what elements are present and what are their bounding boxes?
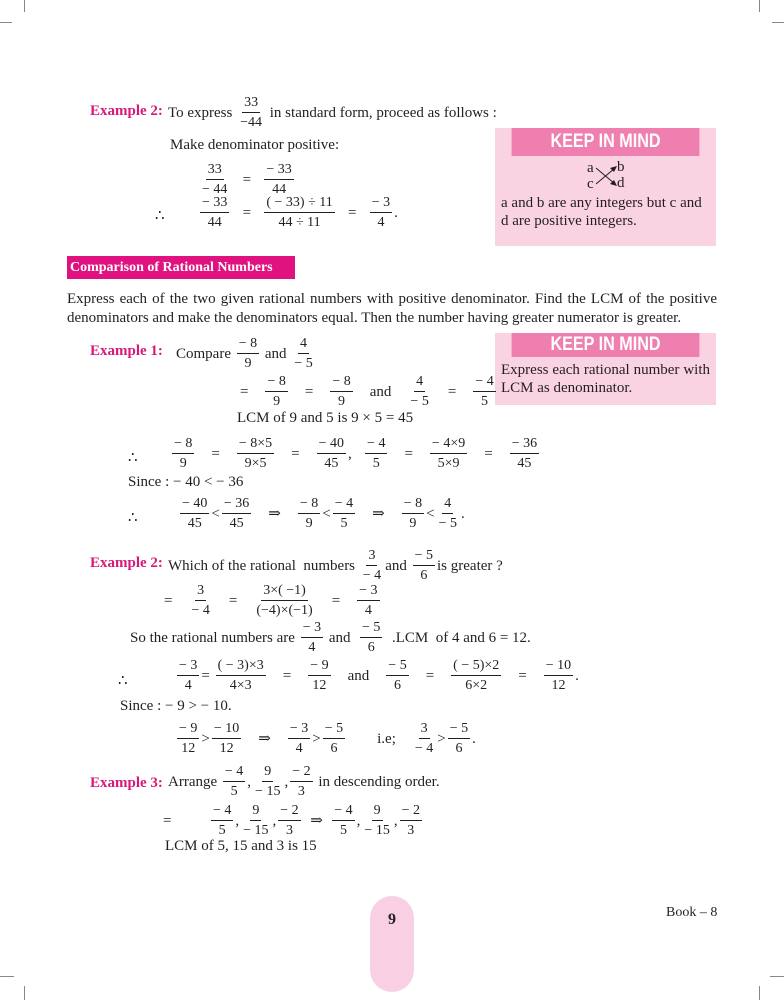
denominator: 5×9: [437, 456, 460, 471]
therefore-symbol: ∴: [155, 208, 165, 224]
numerator: − 5: [386, 659, 408, 676]
fraction: [265, 375, 287, 409]
fraction: [357, 584, 379, 618]
example-label: Example 2:: [90, 103, 163, 119]
math-text: =: [231, 204, 263, 221]
denominator: 9: [305, 516, 313, 531]
denominator: 9×5: [244, 456, 267, 471]
denominator: 5: [372, 456, 380, 471]
math-text: and: [354, 383, 407, 400]
math-text: =: [316, 592, 356, 609]
fraction: [288, 722, 310, 756]
fraction: [332, 804, 354, 838]
numerator: − 4: [365, 437, 387, 454]
crop-mark: [24, 0, 25, 12]
denominator: − 15: [255, 784, 281, 799]
crop-mark: [0, 976, 14, 977]
equation-line: [240, 375, 498, 409]
numerator: 3×( −1): [261, 584, 308, 601]
math-text: ,: [393, 812, 398, 829]
numerator: − 4×9: [430, 437, 467, 454]
fraction: [237, 437, 274, 471]
fraction: [365, 437, 387, 471]
fraction: [408, 375, 430, 409]
math-text: =: [196, 445, 235, 462]
lcm-text: LCM of 5, 15 and 3 is 15: [165, 838, 317, 854]
example-intro: [176, 337, 317, 371]
denominator: 12: [312, 678, 327, 693]
math-text: Which of the rational numbers: [168, 557, 359, 574]
fraction: [264, 163, 293, 197]
fraction: [400, 804, 422, 838]
denominator: (−4)×(−1): [256, 603, 313, 618]
denominator: 9: [273, 394, 281, 409]
equation-line: [198, 196, 398, 230]
fraction: [360, 621, 382, 655]
math-text: ,: [348, 445, 364, 462]
example-intro: [168, 96, 497, 130]
numerator: − 3: [177, 659, 199, 676]
equation-line: [164, 584, 382, 618]
math-text: =: [267, 667, 307, 684]
fraction: [413, 722, 435, 756]
math-text: .: [472, 730, 476, 747]
math-text: =: [240, 383, 264, 400]
numerator: − 10: [212, 722, 241, 739]
denominator: − 4: [414, 741, 434, 756]
denominator: − 5: [410, 394, 429, 409]
math-text: ,: [356, 812, 361, 829]
cross-multiply-diagram: [495, 156, 716, 194]
fraction: [264, 196, 334, 230]
fraction: [292, 337, 314, 371]
numerator: − 3: [370, 196, 392, 213]
math-text: is greater ?: [437, 557, 503, 574]
numerator: 4: [442, 497, 453, 514]
math-text: =: [336, 204, 368, 221]
denominator: − 4: [191, 603, 210, 618]
fraction: [386, 659, 408, 693]
numerator: − 33: [264, 163, 293, 180]
fraction: [189, 584, 211, 618]
numerator: − 33: [200, 196, 229, 213]
numerator: − 4: [473, 375, 495, 392]
numerator: − 8: [298, 497, 320, 514]
numerator: − 3: [301, 621, 323, 638]
math-text: ⇒: [357, 505, 400, 522]
cross-arrows-icon: [595, 164, 619, 188]
numerator: − 4: [211, 804, 233, 821]
math-text: and: [261, 345, 291, 362]
fraction: [308, 659, 330, 693]
fraction: [290, 765, 312, 799]
numerator: − 8: [265, 375, 287, 392]
fraction: [430, 437, 467, 471]
keep-in-mind-box: [495, 128, 716, 246]
math-text: Arrange: [168, 773, 221, 790]
fraction: [254, 584, 314, 618]
denominator: 6: [455, 741, 463, 756]
math-text: =: [503, 667, 542, 684]
denominator: −44: [240, 115, 263, 130]
denominator: − 5: [294, 356, 313, 371]
denominator: 4: [308, 640, 316, 655]
fraction: [180, 497, 209, 531]
math-text: =: [469, 445, 508, 462]
diagram-a: a: [587, 160, 594, 176]
numerator: − 4: [332, 804, 354, 821]
fraction: [323, 722, 345, 756]
denominator: − 15: [364, 823, 390, 838]
fraction: [510, 437, 539, 471]
numerator: 9: [372, 804, 383, 821]
math-text: =: [432, 383, 472, 400]
math-text: ⇒: [302, 812, 331, 829]
crop-mark: [759, 986, 760, 1000]
fraction: [241, 804, 270, 838]
keep-in-mind-title: KEEP IN MIND: [512, 128, 700, 156]
math-text: =: [410, 667, 450, 684]
denominator: 4×3: [229, 678, 252, 693]
numerator: − 9: [177, 722, 199, 739]
math-text: =: [163, 812, 209, 829]
crop-mark: [772, 22, 784, 23]
numerator: − 3: [357, 584, 379, 601]
fraction: [216, 659, 266, 693]
denominator: − 15: [243, 823, 269, 838]
crop-mark: [759, 0, 760, 12]
numerator: − 36: [222, 497, 251, 514]
step-text: Make denominator positive:: [170, 137, 340, 153]
fraction: [473, 375, 495, 409]
crop-mark: [24, 986, 25, 1000]
denominator: 45: [187, 516, 202, 531]
diagram-d: d: [617, 175, 625, 191]
math-text: =: [164, 592, 188, 609]
numerator: − 5: [323, 722, 345, 739]
equation-line: [175, 722, 476, 756]
therefore-symbol: ∴: [128, 450, 138, 466]
math-text: >: [201, 730, 210, 747]
fraction: [361, 549, 383, 583]
equation-line: [130, 621, 531, 655]
math-text: i.e;: [347, 730, 411, 747]
numerator: − 5: [413, 549, 435, 566]
equation-line: [163, 804, 424, 838]
since-text: Since : − 9 > − 10.: [120, 698, 232, 714]
numerator: − 40: [317, 437, 346, 454]
fraction: [212, 722, 241, 756]
denominator: 44: [272, 182, 287, 197]
example-label: Example 1:: [90, 343, 163, 359]
fraction: [200, 163, 229, 197]
fraction: [278, 804, 300, 838]
math-text: >: [437, 730, 446, 747]
fraction: [451, 659, 501, 693]
example-intro: [168, 549, 503, 583]
equation-line: [175, 659, 579, 693]
numerator: 3: [419, 722, 430, 739]
numerator: − 3: [288, 722, 310, 739]
crop-mark: [770, 976, 784, 977]
math-text: =: [276, 445, 315, 462]
therefore-symbol: ∴: [118, 673, 128, 689]
math-text: <: [211, 505, 220, 522]
math-text: and: [325, 629, 359, 646]
denominator: 6: [367, 640, 375, 655]
math-text: =: [389, 445, 428, 462]
denominator: 5: [340, 516, 348, 531]
math-text: .: [575, 667, 579, 684]
denominator: 5: [481, 394, 488, 409]
fraction: [362, 804, 391, 838]
fraction: [370, 196, 392, 230]
denominator: 5: [339, 823, 347, 838]
denominator: 4: [377, 215, 385, 230]
denominator: 4: [184, 678, 192, 693]
numerator: − 2: [290, 765, 312, 782]
fraction: [177, 659, 199, 693]
math-text: .: [461, 505, 465, 522]
numerator: 33: [206, 163, 224, 180]
fraction: [177, 722, 199, 756]
math-text: ,: [235, 812, 240, 829]
denominator: 9: [179, 456, 187, 471]
fraction: [223, 765, 245, 799]
numerator: 33: [242, 96, 260, 113]
fraction: [222, 497, 251, 531]
numerator: − 40: [180, 497, 209, 514]
numerator: ( − 3)×3: [216, 659, 266, 676]
denominator: 6: [394, 678, 401, 693]
example-label: Example 2:: [90, 555, 163, 571]
fraction: [238, 96, 264, 130]
denominator: 3: [297, 784, 305, 799]
numerator: − 10: [544, 659, 573, 676]
math-text: =: [231, 171, 263, 188]
math-text: .: [394, 204, 398, 221]
denominator: 9: [409, 516, 417, 531]
numerator: − 8: [237, 337, 259, 354]
math-text: >: [312, 730, 321, 747]
math-text: ,: [272, 812, 277, 829]
fraction: [402, 497, 424, 531]
denominator: 3: [285, 823, 293, 838]
denominator: 12: [181, 741, 196, 756]
math-text: So the rational numbers are: [130, 629, 299, 646]
numerator: 3: [366, 549, 377, 566]
crop-mark: [0, 22, 12, 23]
numerator: − 9: [308, 659, 330, 676]
therefore-symbol: ∴: [128, 510, 138, 526]
fraction: [413, 549, 435, 583]
math-text: .LCM of 4 and 6 = 12.: [384, 629, 531, 646]
fraction: [330, 375, 352, 409]
denominator: − 4: [362, 568, 382, 583]
equation-line: [198, 163, 296, 197]
numerator: 9: [250, 804, 261, 821]
numerator: 4: [414, 375, 425, 392]
math-text: and: [385, 557, 411, 574]
math-text: ⇒: [243, 730, 286, 747]
denominator: 6: [420, 568, 428, 583]
numerator: 3: [195, 584, 206, 601]
denominator: 44: [207, 215, 222, 230]
math-text: and: [332, 667, 385, 684]
math-text: To express: [168, 104, 237, 121]
numerator: 9: [262, 765, 273, 782]
numerator: ( − 33) ÷ 11: [264, 196, 334, 213]
math-text: ,: [247, 773, 252, 790]
math-text: ⇒: [253, 505, 296, 522]
numerator: − 8×5: [237, 437, 274, 454]
math-text: =: [213, 592, 253, 609]
denominator: 12: [219, 741, 234, 756]
numerator: − 8: [330, 375, 352, 392]
numerator: 4: [298, 337, 309, 354]
keep-in-mind-title: KEEP IN MIND: [512, 333, 700, 357]
numerator: − 2: [400, 804, 422, 821]
fraction: [200, 196, 229, 230]
fraction: [253, 765, 282, 799]
book-label: Book – 8: [666, 905, 718, 920]
equation-line: [178, 497, 465, 531]
denominator: − 44: [202, 182, 228, 197]
denominator: 45: [517, 456, 532, 471]
fraction: [437, 497, 459, 531]
fraction: [211, 804, 233, 838]
keep-in-mind-box: [495, 333, 716, 405]
example-label: Example 3:: [90, 775, 163, 791]
math-text: =: [201, 667, 214, 684]
numerator: − 36: [510, 437, 539, 454]
since-text: Since : − 40 < − 36: [128, 474, 244, 490]
keep-in-mind-text: a and b are any integers but c and d are positive integers.: [501, 195, 702, 229]
denominator: 5: [230, 784, 238, 799]
math-text: <: [322, 505, 331, 522]
denominator: 9: [338, 394, 346, 409]
fraction: [172, 437, 194, 471]
diagram-b: b: [617, 159, 625, 175]
fraction: [298, 497, 320, 531]
fraction: [317, 437, 346, 471]
fraction: [333, 497, 355, 531]
denominator: 3: [407, 823, 415, 838]
fraction: [448, 722, 470, 756]
page-number: 9: [388, 911, 396, 928]
lcm-text: LCM of 9 and 5 is 9 × 5 = 45: [237, 410, 414, 426]
denominator: 45: [324, 456, 339, 471]
fraction: [301, 621, 323, 655]
denominator: 9: [244, 356, 252, 371]
denominator: 44 ÷ 11: [278, 215, 321, 230]
section-heading: Comparison of Rational Numbers: [67, 256, 295, 279]
denominator: − 5: [438, 516, 457, 531]
numerator: − 8: [402, 497, 424, 514]
example-intro: [168, 765, 440, 799]
numerator: − 8: [172, 437, 194, 454]
denominator: 5: [218, 823, 226, 838]
math-text: Compare: [176, 345, 235, 362]
denominator: 6×2: [465, 678, 488, 693]
numerator: − 4: [223, 765, 245, 782]
math-text: =: [289, 383, 329, 400]
denominator: 4: [295, 741, 303, 756]
diagram-c: c: [587, 176, 594, 192]
denominator: 12: [551, 678, 566, 693]
numerator: − 5: [360, 621, 382, 638]
keep-in-mind-text: Express each rational number with LCM as denominator.: [501, 362, 710, 396]
math-text: in descending order.: [314, 773, 440, 790]
math-text: ,: [284, 773, 289, 790]
numerator: ( − 5)×2: [451, 659, 501, 676]
numerator: − 2: [278, 804, 300, 821]
fraction: [544, 659, 573, 693]
math-text: in standard form, proceed as follows :: [266, 104, 497, 121]
page-number-tab: [370, 896, 414, 992]
numerator: − 5: [448, 722, 470, 739]
fraction: [237, 337, 259, 371]
section-paragraph: Express each of the two given rational numbers with positive denominator. Find the LCM of the positive denominators and make the denominators equal. Then the number having greater numerator is greater.: [67, 291, 717, 326]
equation-line: [170, 437, 541, 471]
denominator: 6: [330, 741, 338, 756]
denominator: 45: [229, 516, 244, 531]
math-text: <: [426, 505, 435, 522]
denominator: 4: [364, 603, 372, 618]
numerator: − 4: [333, 497, 355, 514]
